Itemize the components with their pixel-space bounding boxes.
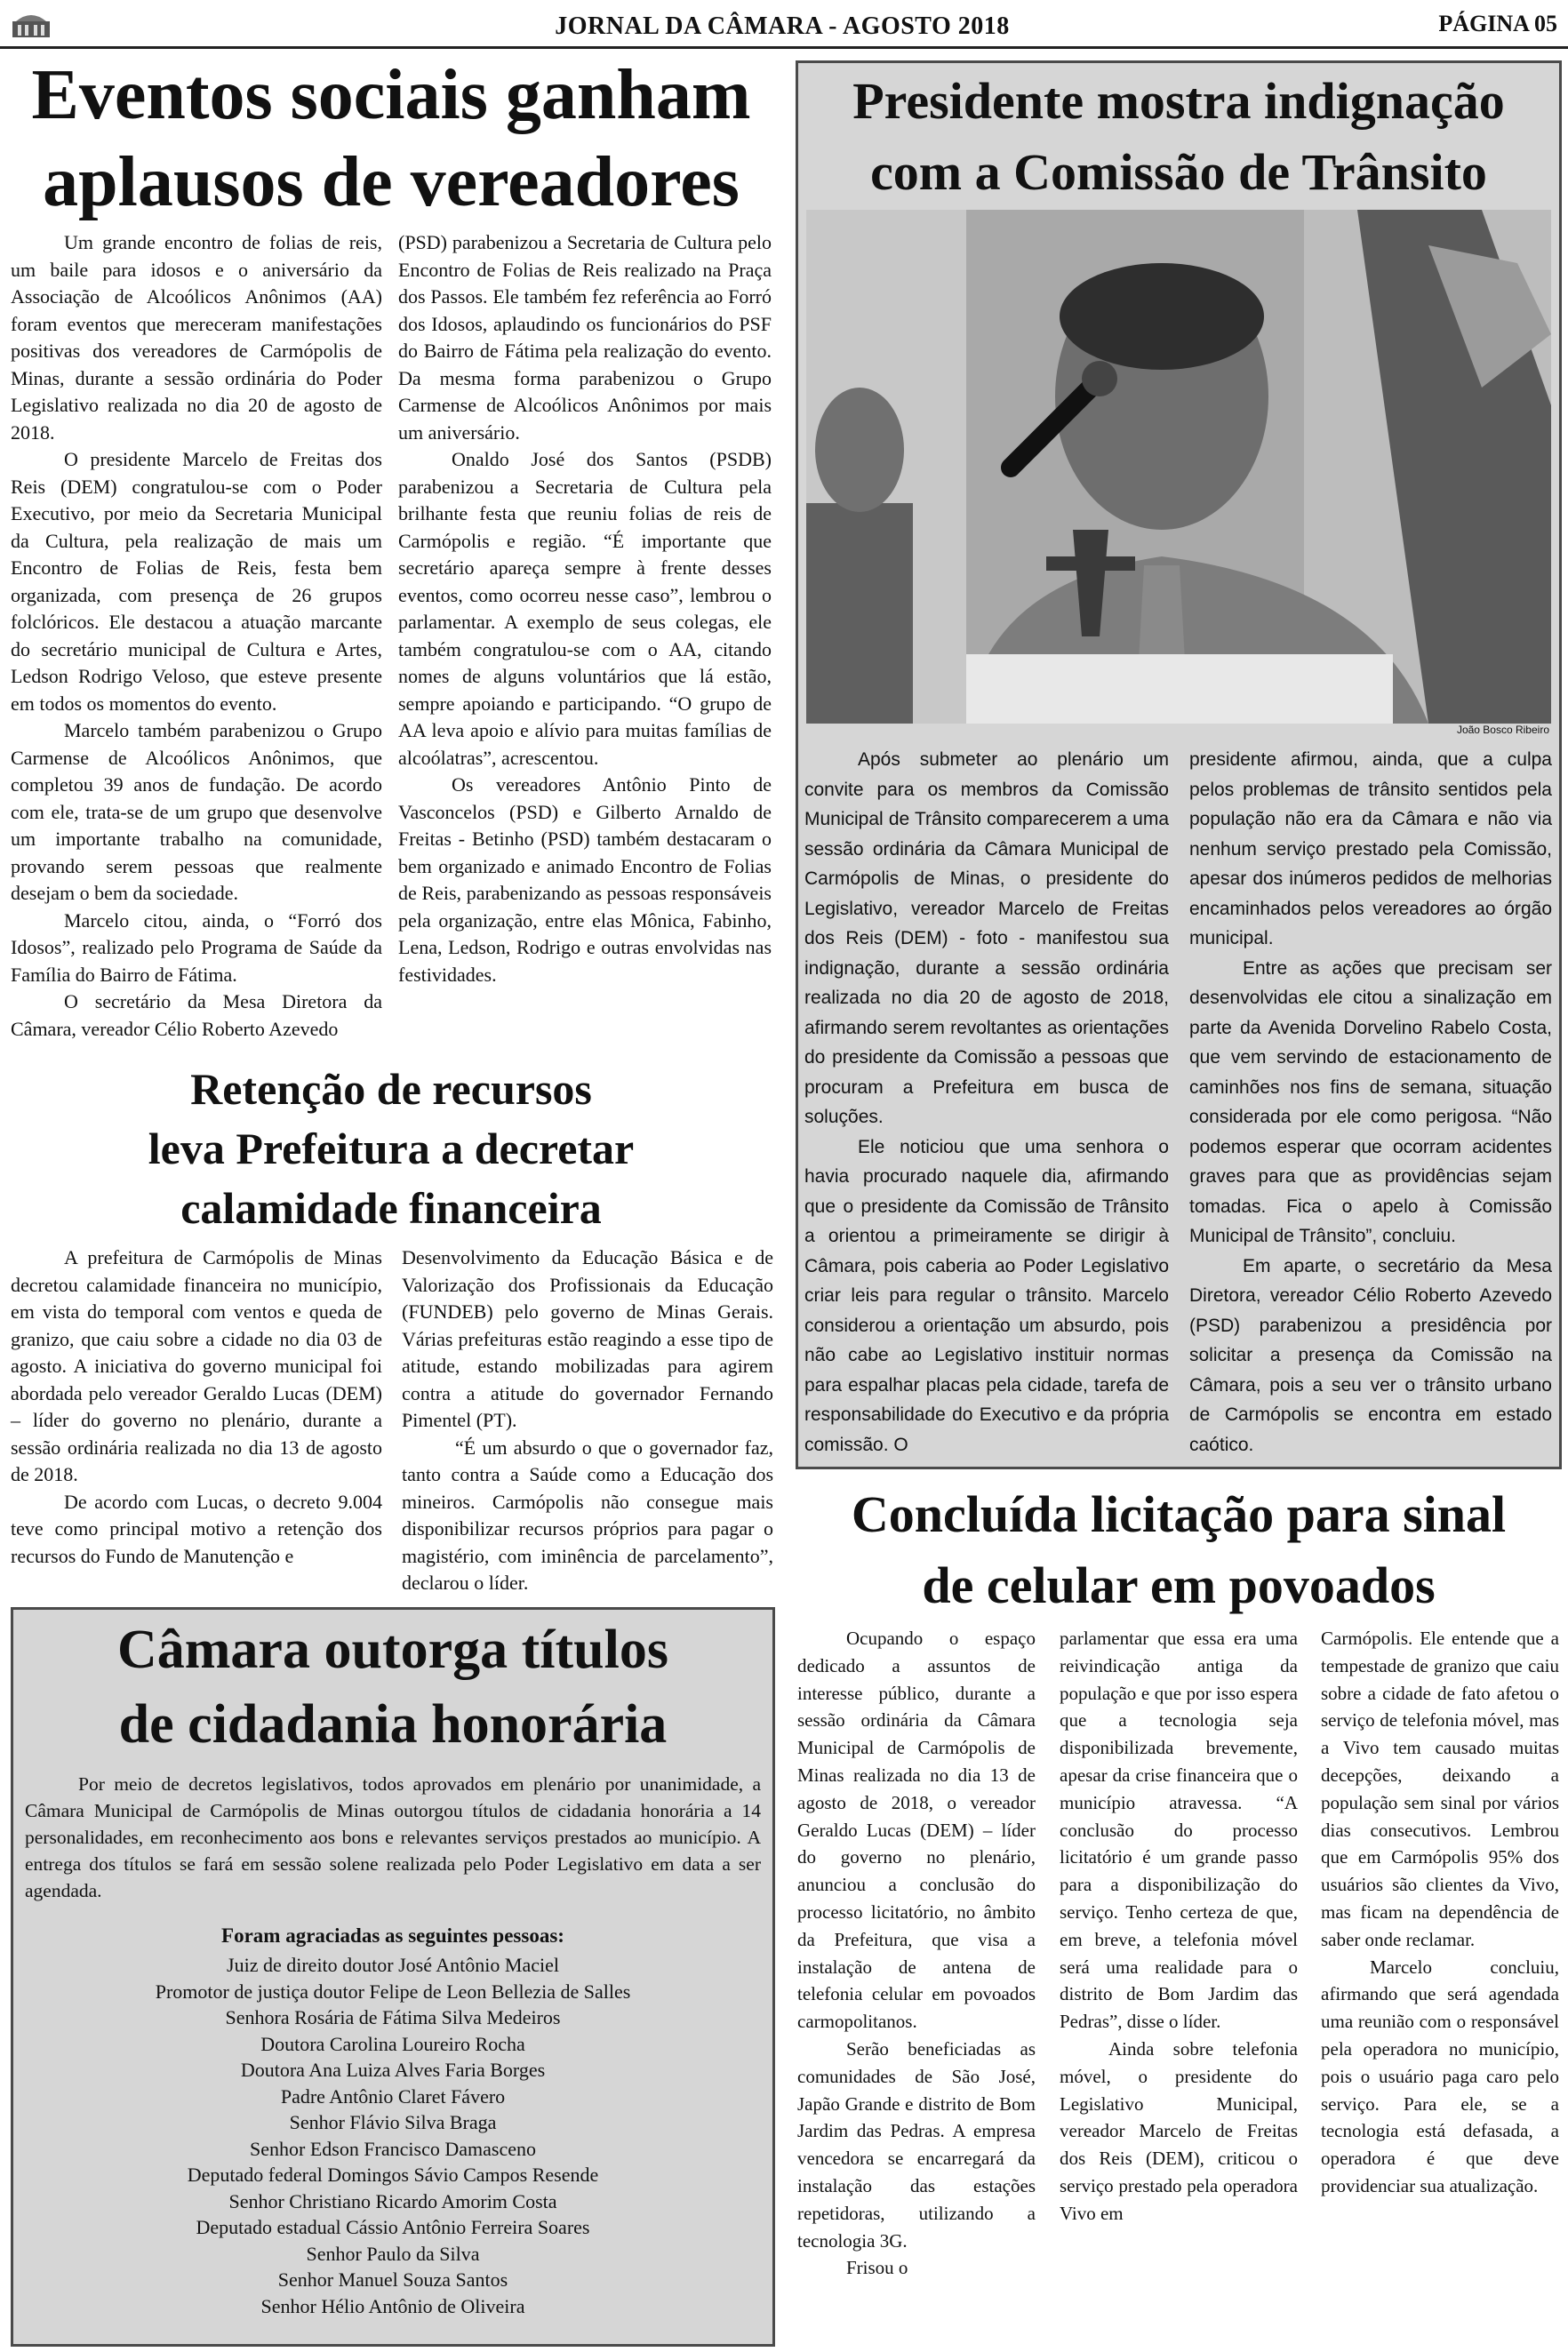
paragraph: Ainda sobre telefonia móvel, o presidente do Legislativo Municipal, vereador Marcelo de Freitas dos Reis (DEM), criticou o serviço prestado pela operadora Vivo em <box>1060 2037 1298 2224</box>
paragraph: Marcelo também parabenizou o Grupo Carmense de Alcoólicos Anônimos, que completou 39 anos de fundação. De acordo com ele, trata-se de um grupo que desenvolve um importante trabalho na comunidade, provando serem pessoas que realmente desejam o bem da sociedade. <box>11 719 382 904</box>
paragraph: Em aparte, o secretário da Mesa Diretora, vereador Célio Roberto Azevedo (PSD) parabenizou a presidência por solicitar a presença da Comissão na Câmara, pois a seu ver o trânsito urbano de Carmópolis se encontra em estado caótico. <box>1189 1255 1552 1455</box>
paragraph: “É um absurdo o que o governador faz, tanto contra a Saúde como a Educação dos mineiros. Carmópolis não consegue mais disponibilizar recursos próprios para pagar o magistério, com iminência de parcelamento”, declarou o líder. <box>402 1436 773 1594</box>
article4-intro <box>25 1771 761 1904</box>
honoree: Senhora Rosária de Fátima Silva Medeiros <box>225 2006 561 2028</box>
paragraph: presidente afirmou, ainda, que a culpa pelos problemas de trânsito sentidos pela população não era da Câmara e não via nenhum serviço prestado pela Comissão, apesar dos inúmeros pedidos de melhorias encaminhados pelos vereadores ao órgão municipal. <box>1189 749 1552 948</box>
article4-headline-line2: de cidadania honorária <box>118 1694 668 1755</box>
honoree: Senhor Christiano Ricardo Amorim Costa <box>228 2189 557 2212</box>
article3-headline-line3: calamidade financeira <box>180 1183 602 1233</box>
paragraph: Frisou o <box>846 2257 908 2279</box>
header-rule <box>0 46 1568 49</box>
honoree: Senhor Edson Francisco Damasceno <box>250 2137 536 2160</box>
article1-headline-line2: aplausos de vereadores <box>43 143 740 221</box>
paragraph: Serão beneficiadas as comunidades de São José, Japão Grande e distrito de Bom Jardim das Pedras. A empresa vencedora se encarregará da instalação das estações repetidoras, utilizando a tecnologia 3G. <box>797 2037 1036 2252</box>
paragraph: A prefeitura de Carmópolis de Minas decretou calamidade financeira no município, em vista do temporal com ventos e queda de granizo, que caiu sobre a cidade no dia 03 de agosto. A iniciativa do governo municipal foi abordada pelo vereador Geraldo Lucas (DEM) – líder do governo no plenário, durante a sessão ordinária realizada no dia 13 de agosto de 2018. <box>11 1246 382 1485</box>
article4-headline-line1: Câmara outorga títulos <box>117 1620 668 1680</box>
paragraph: Marcelo concluiu, afirmando que será agendada uma reunião com o responsável pela operadora no município, pois o usuário paga caro pelo serviço. Para ele, se a tecnologia está defasada, a operadora é que deve providenciar sua atualização. <box>1321 1956 1559 2196</box>
page-number: PÁGINA 05 <box>1438 11 1557 36</box>
photo-credit: João Bosco Ribeiro <box>1456 724 1549 736</box>
paragraph: Marcelo citou, ainda, o “Forró dos Idosos”, realizado pelo Programa de Saúde da Família do Bairro de Fátima. <box>11 908 382 986</box>
article3-col1 <box>11 1244 382 1570</box>
article1-headline-line1: Eventos sociais ganham <box>31 56 751 134</box>
paragraph: Onaldo José dos Santos (PSDB) parabenizou a Secretaria de Cultura pela brilhante festa que reuniu folias de reis de Carmópolis e região. “É importante que secretário apareça sempre à frente desses eventos, como ocorreu nesse caso”, lembrou o parlamentar. A exemplo de seus colegas, ele também congratulou-se com o AA, citando nomes de alguns voluntários que lá estão, sempre apoiando e participando. “O grupo de AA leva apoio e alívio para muitas famílias de alcoólatras”, acrescentou. <box>398 448 772 769</box>
paragraph: parlamentar que essa era uma reivindicação antiga da população e que por isso espera que a tecnologia seja disponibilizada brevemente, apesar da crise financeira que o município atravessa. “A conclusão do processo licitatório é um grande passo para a disponibilização do serviço. Tenho certeza de que, em breve, a telefonia móvel será uma realidade para o distrito de Bom Jardim das Pedras”, disse o líder. <box>1060 1628 1298 2033</box>
article5-col3 <box>1321 1625 1559 2200</box>
paragraph: Carmópolis. Ele entende que a tempestade de granizo que caiu sobre a cidade de fato afetou o serviço de telefonia móvel, mas a Vivo tem causado muitas decepções, deixando a população sem sinal por vários dias consecutivos. Lembrou que em Carmópolis 95% dos usuários são clientes da Vivo, mas ficam na dependência de saber onde reclamar. <box>1321 1628 1559 1950</box>
paragraph: Os vereadores Antônio Pinto de Vasconcelos (PSD) e Gilberto Arnaldo de Freitas - Betinho (PSD) também destacaram o bem organizado e animado Encontro de Folias de Reis, parabenizando as pessoas responsáveis pela organização, entre elas Mônica, Fabinho, Lena, Ledson, Rodrigo e outras envolvidas nas festividades. <box>398 773 772 986</box>
paragraph: Após submeter ao plenário um convite para os membros da Comissão Municipal de Trânsito comparecerem a uma sessão ordinária da Câmara Municipal de Carmópolis de Minas, o presidente do Legislativo, vereador Marcelo de Freitas dos Reis (DEM) - foto - manifestou sua indignação, durante a sessão ordinária realizada no dia 20 de agosto de 2018, afirmando serem revoltantes as orientações do presidente da Comissão a pessoas que procuram a Prefeitura em busca de soluções. <box>804 749 1169 1127</box>
paragraph: (PSD) parabenizou a Secretaria de Cultura pelo Encontro de Folias de Reis realizado na Praça dos Passos. Ele também fez referência ao Forró dos Idosos, aplaudindo os funcionários do PSF do Bairro de Fátima pela realização do evento. Da mesma forma parabenizou o Grupo Carmense de Alcoólicos Anônimos por mais um aniversário. <box>398 231 772 444</box>
honorees-list-title: Foram agraciadas as seguintes pessoas: <box>221 1924 564 1947</box>
article5-col1 <box>797 1625 1036 2282</box>
paragraph: Por meio de decretos legislativos, todos aprovados em plenário por unanimidade, a Câmara Municipal de Carmópolis de Minas outorgou títulos de cidadania honorária a 14 personalidades, em reconhecimento aos bons e relevantes serviços prestados ao município. A entrega dos títulos se fará em sessão solene realizada pelo Poder Legislativo em data a ser agendada. <box>25 1773 761 1901</box>
honoree: Senhor Manuel Souza Santos <box>277 2268 508 2291</box>
honorees-list <box>11 1952 775 2319</box>
header-title: JORNAL DA CÂMARA - AGOSTO 2018 <box>555 12 1010 40</box>
paragraph: O secretário da Mesa Diretora da Câmara, vereador Célio Roberto Azevedo <box>11 990 382 1040</box>
honoree: Senhor Paulo da Silva <box>306 2242 480 2265</box>
paragraph: Ocupando o espaço dedicado a assuntos de interesse público, durante a sessão ordinária da Câmara Municipal de Carmópolis de Minas realizada no dia 13 de agosto de 2018, o vereador Geraldo Lucas (DEM) – líder do governo no plenário, anunciou a conclusão do processo licitatório, no âmbito da Prefeitura, que visa a instalação de antena de telefonia celular em povoados carmopolitanos. <box>797 1628 1036 2033</box>
honoree: Padre Antônio Claret Fávero <box>280 2084 506 2108</box>
paragraph: O presidente Marcelo de Freitas dos Reis (DEM) congratulou-se com o Poder Executivo, por meio da Secretaria Municipal da Cultura, pela realização de mais um Encontro de Folias de Reis, festa bem organizada, com presença de 26 grupos folclóricos. Ele destacou a atuação marcante do secretário municipal de Cultura e Artes, Ledson Rodrigo Veloso, que esteve presente em todos os momentos do evento. <box>11 448 382 715</box>
article5-headline-line1: Concluída licitação para sinal <box>851 1485 1507 1543</box>
article4-headline <box>11 1612 775 1762</box>
article2-headline-line2: com a Comissão de Trânsito <box>870 143 1487 201</box>
honoree: Senhor Flávio Silva Braga <box>289 2111 497 2133</box>
article2-headline-line1: Presidente mostra indignação <box>852 72 1505 130</box>
paragraph: Desenvolvimento da Educação Básica e de Valorização dos Profissionais da Educação (FUNDEB) pelo governo de Minas Gerais. Várias prefeituras estão reagindo a esse tipo de atitude, estando mobilizadas para agirem contra a atitude do governador Fernando Pimentel (PT). <box>402 1246 773 1431</box>
honoree: Juiz de direito doutor José Antônio Maciel <box>227 1954 559 1976</box>
article5-headline-line2: de celular em povoados <box>922 1556 1436 1614</box>
article3-headline <box>0 1060 782 1238</box>
article2-col2 <box>1189 745 1552 1460</box>
honoree: Promotor de justiça doutor Felipe de Leon Bellezia de Salles <box>155 1980 631 2003</box>
paragraph: Entre as ações que precisam ser desenvolvidas ele citou a sinalização em parte da Avenida Dorvelino Rabelo Costa, que vem servindo de estacionamento de caminhões nos fins de semana, situação considerada por ele como perigosa. “Não podemos esperar que ocorram acidentes graves para que as providências sejam tomadas. Fica o apelo à Comissão Municipal de Trânsito”, concluiu. <box>1189 957 1552 1246</box>
article2-headline <box>796 66 1562 208</box>
portrait-photo-icon <box>806 210 1551 724</box>
article1-headline <box>0 52 782 226</box>
article3-headline-line2: leva Prefeitura a decretar <box>148 1124 635 1173</box>
paragraph: Um grande encontro de folias de reis, um baile para idosos e o aniversário da Associação de Alcoólicos Anônimos (AA) foram eventos que mereceram manifestações positivas dos vereadores de Carmópolis de Minas, durante a sessão ordinária do Poder Legislativo realizada no dia 20 de agosto de 2018. <box>11 231 382 444</box>
honoree: Deputado estadual Cássio Antônio Ferreira Soares <box>196 2216 590 2238</box>
honoree: Deputado federal Domingos Sávio Campos Resende <box>187 2164 599 2186</box>
article5-headline <box>796 1479 1562 1621</box>
honoree: Senhor Hélio Antônio de Oliveira <box>260 2294 525 2317</box>
paragraph: Ele noticiou que uma senhora o havia procurado naquele dia, afirmando que o presidente da Comissão de Trânsito a orientou a primeiramente se dirigir à Câmara, pois caberia ao Poder Legislativo criar leis para regular o trânsito. Marcelo considerou a orientação um absurdo, pois não cabe ao Legislativo instituir normas para espalhar placas pela cidade, tarefa de responsabilidade do Executivo e da própria comissão. O <box>804 1136 1169 1455</box>
article3-col2 <box>402 1244 773 1597</box>
article5-col2 <box>1060 1625 1298 2228</box>
masthead-crest-icon <box>9 9 53 39</box>
honoree: Doutora Carolina Loureiro Rocha <box>260 2032 525 2055</box>
article1-col1 <box>11 229 382 1043</box>
article3-headline-line1: Retenção de recursos <box>190 1064 592 1114</box>
honoree: Doutora Ana Luiza Alves Faria Borges <box>240 2059 546 2081</box>
article2-col1 <box>804 745 1169 1460</box>
article1-col2 <box>398 229 772 988</box>
article2-photo <box>806 210 1551 724</box>
paragraph: De acordo com Lucas, o decreto 9.004 teve como principal motivo a retenção dos recursos do Fundo de Manutenção e <box>11 1490 382 1567</box>
